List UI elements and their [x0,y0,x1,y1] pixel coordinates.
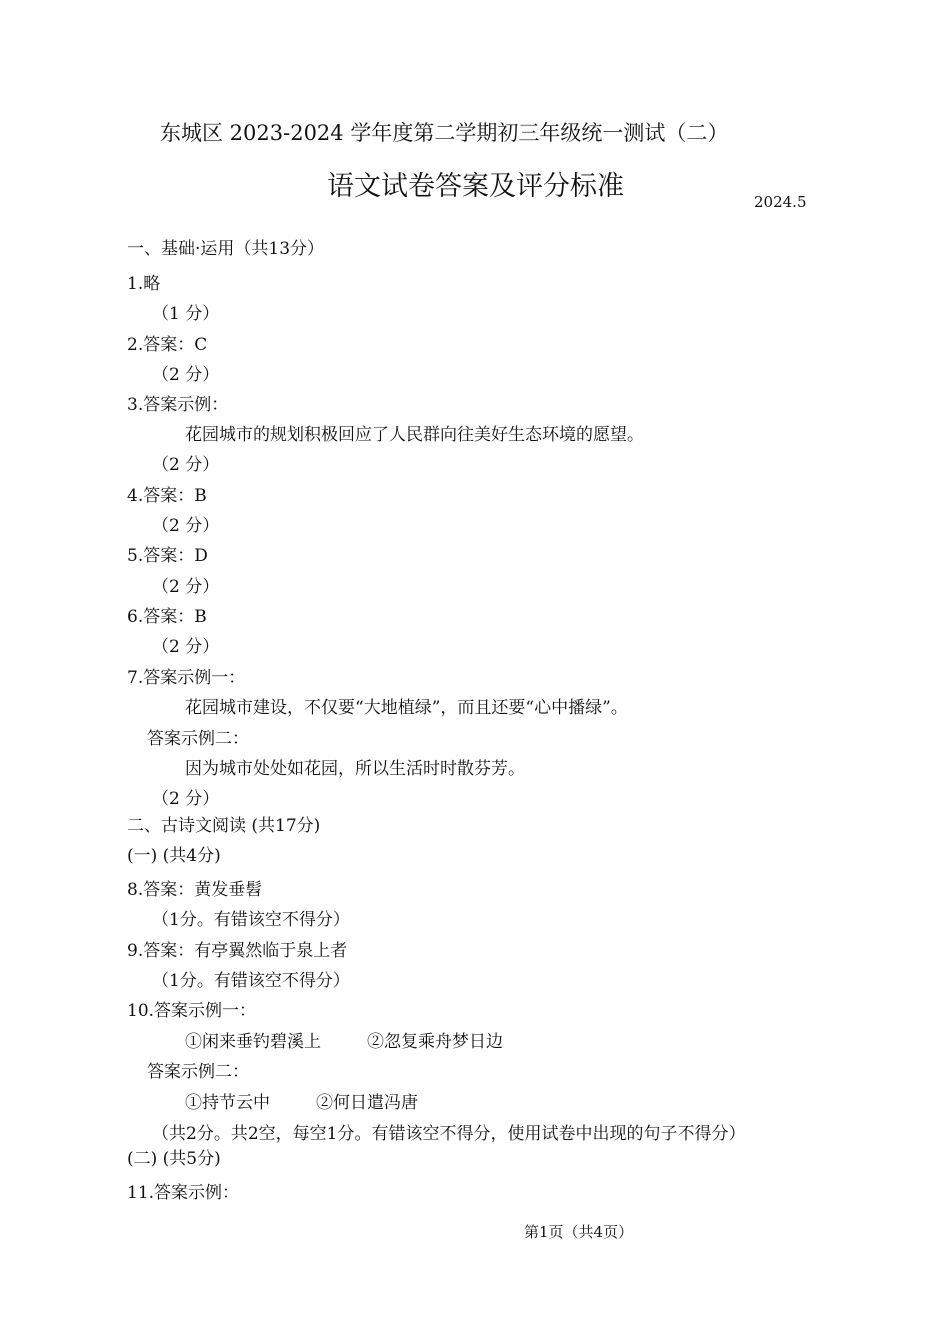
subsection-heading: (一) (共4分) [127,846,221,866]
answer-blank-1: ①持节云中 [185,1093,270,1113]
answer-example-label: 答案示例二： [147,1062,249,1082]
page-footer: 第1页（共4页） [524,1223,634,1241]
question-line: 8.答案：黄发垂髫 [127,880,263,900]
section-heading: 二、古诗文阅读 (共17分) [127,816,321,836]
answer-text: 因为城市处处如花园，所以生活时时散芬芳。 [185,759,525,779]
answer-text: 花园城市建设，不仅要“大地植绿”，而且还要“心中播绿”。 [185,698,628,718]
score-line: （1 分） [152,304,220,324]
score-line: （2 分） [152,789,220,809]
subsection-heading: (二) (共5分) [127,1149,221,1169]
document-title: 东城区 2023-2024 学年度第二学期初三年级统一测试（二） [160,121,729,145]
score-line: （2 分） [152,365,220,385]
answer-blank-1: ①闲来垂钓碧溪上 [185,1032,321,1052]
section-heading: 一、基础·运用（共13分） [127,239,325,259]
score-line: （2 分） [152,516,220,536]
score-line: （2 分） [152,577,220,597]
question-line: 5.答案：D [127,546,208,566]
score-line: （1分。有错该空不得分） [152,910,350,930]
question-line: 11.答案示例： [127,1183,240,1203]
score-line: （2 分） [152,455,220,475]
question-line: 4.答案：B [127,486,207,506]
question-line: 7.答案示例一： [127,668,246,688]
score-line: （1分。有错该空不得分） [152,971,350,991]
answer-text [185,1092,418,1114]
answer-blank-2: ②何日遣冯唐 [316,1093,418,1113]
answer-text: 花园城市的规划积极回应了人民群向往美好生态环境的愿望。 [185,425,644,445]
answer-text [185,1031,503,1053]
question-line: 1.略 [127,274,161,294]
document-subtitle: 语文试卷答案及评分标准 [327,171,624,202]
document-date: 2024.5 [754,193,807,211]
answer-example-label: 答案示例二： [147,729,249,749]
question-line: 2.答案：C [127,335,208,355]
question-line: 6.答案：B [127,607,207,627]
question-line: 9.答案：有亭翼然临于泉上者 [127,941,348,961]
question-line: 10.答案示例一： [127,1001,257,1021]
question-line: 3.答案示例： [127,395,229,415]
score-line: （共2分。共2空，每空1分。有错该空不得分，使用试卷中出现的句子不得分） [152,1124,746,1144]
answer-blank-2: ②忽复乘舟梦日边 [367,1032,503,1052]
score-line: （2 分） [152,637,220,657]
